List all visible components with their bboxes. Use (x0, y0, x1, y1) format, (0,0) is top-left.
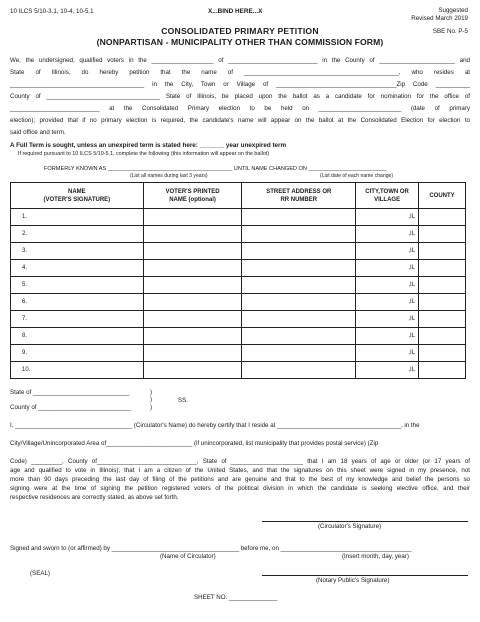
city-cell[interactable]: ,IL (356, 362, 419, 379)
table-header-row (11, 183, 466, 209)
street-address-cell[interactable] (242, 328, 356, 345)
city-cell[interactable]: ,IL (356, 328, 419, 345)
venue-county: County of ___________________________ (10, 404, 132, 411)
voter-signature-cell[interactable]: 6. (11, 294, 144, 311)
venue-paren-2: ) (150, 396, 153, 403)
table-row (11, 311, 466, 328)
county-cell[interactable] (419, 243, 466, 260)
full-term-statement (10, 142, 286, 149)
insert-date-caption: (Insert month, day, year) (342, 553, 409, 560)
table-row (11, 345, 466, 362)
city-cell[interactable]: ,IL (356, 311, 419, 328)
certification-line-2: City/Village/Unincorporated Area of_________________________ (if unincorporated, list municipality that provides postal service) (Zip (10, 440, 379, 447)
voter-signature-cell[interactable]: 5. (11, 277, 144, 294)
printed-name-cell[interactable] (143, 294, 242, 311)
voter-signature-cell[interactable]: 3. (11, 243, 144, 260)
county-cell[interactable] (419, 328, 466, 345)
certification-paragraph (10, 457, 470, 502)
petition-subtitle: (NONPARTISAN - MUNICIPALITY OTHER THAN COMMISSION FORM) (96, 37, 384, 47)
required-note: If required pursuant to 10 ILCS 5/10-5.1, complete the following (this information will appear on the ballot) (18, 151, 270, 157)
certification-line: more than 90 days preceding the last day of filing of the petitions and are genuine and that to the best of my knowledge and belief the persons so (10, 476, 470, 483)
venue-paren-1: ) (150, 389, 153, 396)
circulator-signature-caption: (Circulator's Signature) (318, 523, 382, 530)
county-cell[interactable] (419, 362, 466, 379)
col-header-name (11, 183, 144, 209)
sheet-number: SHEET NO. ______________ (194, 594, 278, 601)
street-address-cell[interactable] (242, 294, 356, 311)
col-header-printed-name (143, 183, 242, 209)
voter-signature-cell[interactable]: 8. (11, 328, 144, 345)
name-of-circulator-caption: (Name of Circulator) (160, 553, 216, 560)
city-cell[interactable]: ,IL (356, 345, 419, 362)
table-row (11, 362, 466, 379)
county-cell[interactable] (419, 294, 466, 311)
revised-date: Revised March 2019 (411, 15, 468, 22)
suggested-label: Suggested (438, 7, 468, 14)
table-row (11, 260, 466, 277)
col-header-name-text: NAME (VOTER'S SIGNATURE) (43, 188, 111, 203)
street-address-cell[interactable] (242, 311, 356, 328)
street-address-cell[interactable] (242, 260, 356, 277)
full-term-text: A Full Term is sought, unless an unexpired term is stated here: _______ year unexpired term (10, 142, 287, 149)
statute-reference: 10 ILCS 5/10-3.1, 10-4, 10-5.1 (10, 8, 94, 15)
voter-signature-cell[interactable]: 2. (11, 226, 144, 243)
printed-name-cell[interactable] (143, 362, 242, 379)
table-row (11, 328, 466, 345)
certification-line: age and qualified to vote in Illinois), that I am a citizen of the United States, and that the signatures on this sheet were signed in my presence, not (10, 467, 470, 474)
bind-here-marker: X...BIND HERE...X (208, 8, 263, 15)
table-row (11, 209, 466, 226)
city-cell[interactable]: ,IL (356, 277, 419, 294)
petition-title: CONSOLIDATED PRIMARY PETITION (161, 26, 319, 36)
street-address-cell[interactable] (242, 226, 356, 243)
voter-signature-cell[interactable]: 10. (11, 362, 144, 379)
certification-line: respective residences are correctly stated, as above set forth. (10, 494, 179, 501)
col-header-street-text: STREET ADDRESS OR RR NUMBER (266, 188, 332, 203)
table-row (11, 226, 466, 243)
city-cell[interactable]: ,IL (356, 243, 419, 260)
printed-name-cell[interactable] (143, 226, 242, 243)
county-cell[interactable] (419, 277, 466, 294)
formerly-date-caption: (List date of each name change) (320, 173, 394, 179)
printed-name-cell[interactable] (143, 260, 242, 277)
notary-signature-caption: (Notary Public's Signature) (316, 577, 390, 584)
venue-ss: SS. (178, 397, 188, 404)
table-row (11, 243, 466, 260)
petition-line: We, the undersigned, qualified voters in the __________________ of __________________________ in the County of ______________________ and (10, 57, 470, 64)
city-cell[interactable]: ,IL (356, 294, 419, 311)
petition-line: __________________________ at the Consolidated Primary election to be held on ________________________ (date of primary (10, 105, 470, 112)
table-row (11, 277, 466, 294)
street-address-cell[interactable] (242, 345, 356, 362)
seal-label: (SEAL) (30, 570, 50, 577)
county-cell[interactable] (419, 260, 466, 277)
col-header-street (242, 183, 356, 209)
sworn-statement: Signed and sworn to (or affirmed) by _____________________________________ before me, on ______________________________________ (10, 545, 412, 552)
col-header-county (419, 183, 466, 209)
col-header-city (356, 183, 419, 209)
venue-paren-3: ) (150, 404, 153, 411)
formerly-names-caption: (List all names during last 3 years) (130, 173, 208, 179)
city-cell[interactable]: ,IL (356, 226, 419, 243)
printed-name-cell[interactable] (143, 345, 242, 362)
col-header-printed-name-text: VOTER'S PRINTED NAME (optional) (165, 188, 220, 203)
county-cell[interactable] (419, 226, 466, 243)
street-address-cell[interactable] (242, 362, 356, 379)
col-header-county-text: COUNTY (429, 192, 455, 199)
street-address-cell[interactable] (242, 243, 356, 260)
formerly-known-as: FORMERLY KNOWN AS ________________________________________ UNTIL NAME CHANGED ON _________________________ (44, 166, 387, 172)
printed-name-cell[interactable] (143, 243, 242, 260)
voter-signature-table (10, 182, 466, 379)
petition-paragraph (10, 55, 470, 139)
printed-name-cell[interactable] (143, 277, 242, 294)
petition-line: election); provided that if no primary election is required, the candidate's name will appear on the ballot at the Consolidated Election for election to (10, 117, 470, 124)
suggested-revised (411, 7, 468, 23)
voter-signature-cell[interactable]: 4. (11, 260, 144, 277)
city-cell[interactable]: ,IL (356, 260, 419, 277)
petition-line: County of _________________________________ State of Illinois, be placed upon the ballot as a candidate for nomination for the office of (10, 93, 470, 100)
voter-signature-cell[interactable]: 7. (11, 311, 144, 328)
venue-state: State of ____________________________ (10, 389, 130, 396)
printed-name-cell[interactable] (143, 311, 242, 328)
voter-signature-cell[interactable]: 1. (11, 209, 144, 226)
voter-signature-cell[interactable]: 9. (11, 345, 144, 362)
county-cell[interactable] (419, 311, 466, 328)
certification-line: Code) _________, County of_____________________________, State of _____________________ that I am 18 years of age or older (or 17 years of (10, 458, 470, 465)
petition-line: State of Illinois, do hereby petition that the name of _____________________________________________, who resides at (10, 69, 470, 76)
certification-line-1: I, __________________________________ (Circulator's Name) do hereby certify that I reside at ____________________________________, in the (10, 422, 420, 429)
city-cell[interactable]: ,IL (356, 209, 419, 226)
circulator-signature-line[interactable] (262, 521, 468, 522)
col-header-city-text: CITY,TOWN OR VILLAGE (365, 188, 409, 203)
street-address-cell[interactable] (242, 277, 356, 294)
printed-name-cell[interactable] (143, 328, 242, 345)
printed-name-cell[interactable] (143, 209, 242, 226)
petition-line: said office and term. (10, 129, 66, 136)
street-address-cell[interactable] (242, 209, 356, 226)
table-row (11, 294, 466, 311)
notary-signature-line[interactable] (262, 575, 468, 576)
certification-line: signing were at the time of signing the petition registered voters of the political division in which the candidate is seeking elective office, and their (10, 485, 470, 492)
county-cell[interactable] (419, 209, 466, 226)
county-cell[interactable] (419, 345, 466, 362)
form-number: SBE No. P-5 (432, 28, 468, 35)
petition-line: _______________________________________ in the City, Town or Village of ___________________________________Zip Code __________ (10, 81, 470, 88)
